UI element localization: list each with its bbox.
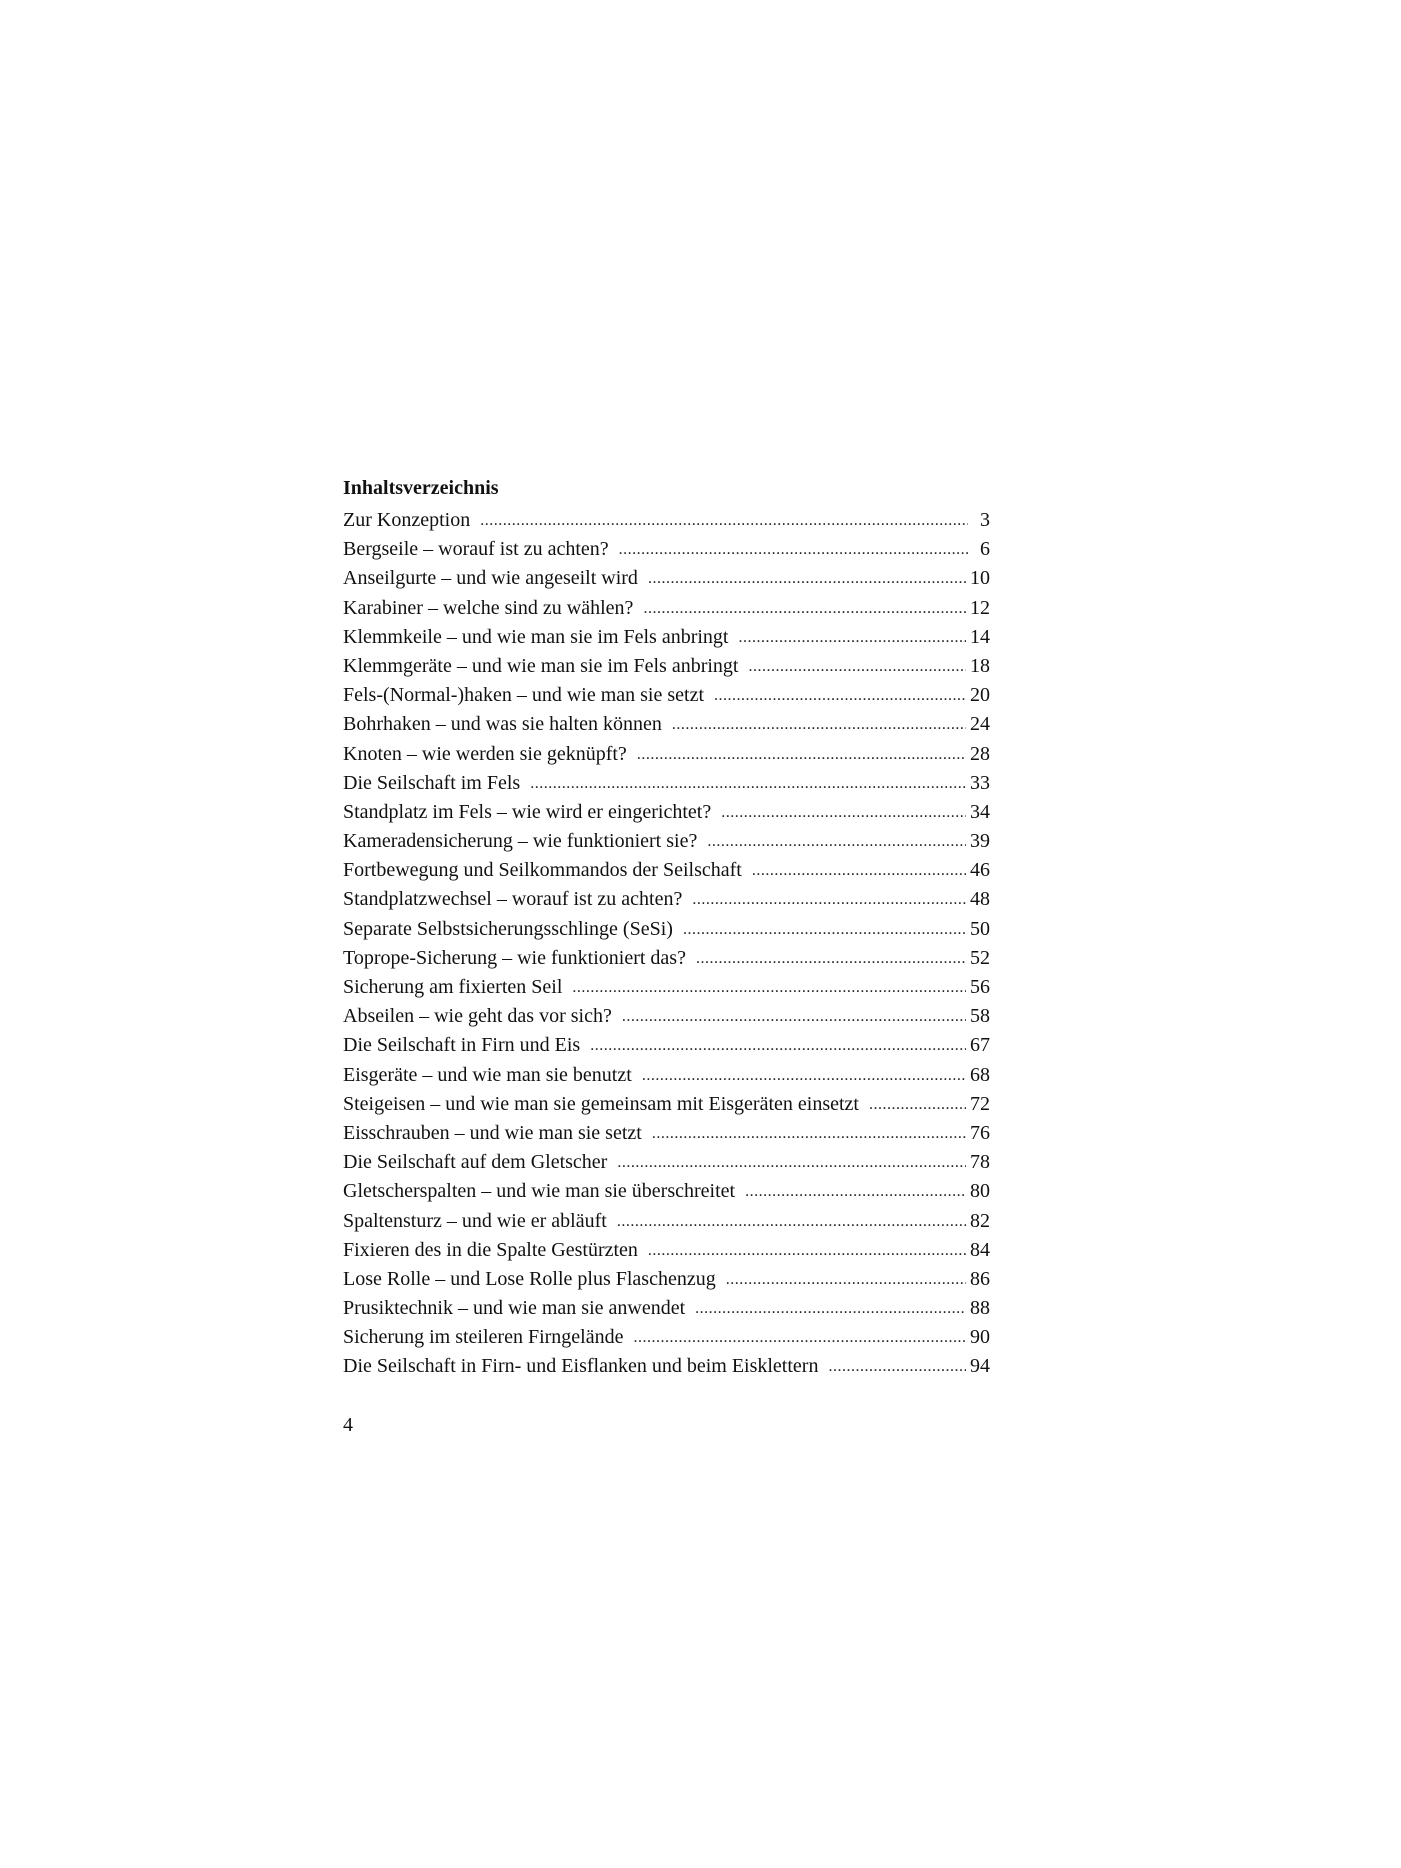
toc-entry-page: 88: [970, 1297, 990, 1320]
toc-entry-page: 68: [970, 1063, 990, 1086]
toc-entry[interactable]: [343, 769, 990, 798]
toc-entry-page: 46: [970, 859, 990, 882]
toc-entry[interactable]: [343, 535, 990, 564]
toc-dot-leader: [707, 827, 966, 856]
toc-entry[interactable]: [343, 1061, 990, 1090]
toc-dot-leader: [633, 1323, 966, 1352]
toc-dot-leader: [739, 623, 967, 652]
toc-entry-label: Klemmkeile – und wie man sie im Fels anbringt: [343, 625, 729, 648]
toc-entry-page: 28: [970, 742, 990, 765]
toc-entry-page: 58: [970, 1005, 990, 1028]
toc-entry-label: Kameradensicherung – wie funktioniert sie?: [343, 830, 698, 853]
toc-dot-leader: [530, 769, 966, 798]
toc-entry[interactable]: [343, 798, 990, 827]
toc-dot-leader: [617, 1207, 966, 1236]
toc-dot-leader: [642, 1061, 966, 1090]
toc-entry-label: Knoten – wie werden sie geknüpft?: [343, 742, 627, 765]
toc-entry-page: 78: [970, 1151, 990, 1174]
toc-entry-page: 34: [970, 800, 990, 823]
toc-entry[interactable]: [343, 740, 990, 769]
toc-entry-page: 94: [970, 1355, 990, 1378]
toc-entry-label: Die Seilschaft auf dem Gletscher: [343, 1151, 608, 1174]
toc-dot-leader: [683, 915, 966, 944]
toc-entry-label: Gletscherspalten – und wie man sie überschreitet: [343, 1180, 736, 1203]
toc-entry-label: Bergseile – worauf ist zu achten?: [343, 538, 609, 561]
toc-entry-label: Fixieren des in die Spalte Gestürzten: [343, 1238, 638, 1261]
toc-entry-label: Toprope-Sicherung – wie funktioniert das?: [343, 946, 686, 969]
toc-entry-page: 3: [980, 509, 990, 531]
toc-entry[interactable]: [343, 1323, 990, 1352]
toc-entry-label: Spaltensturz – und wie er abläuft: [343, 1209, 607, 1232]
toc-entry-page: 39: [970, 830, 990, 853]
toc-entry-page: 14: [970, 625, 990, 648]
toc-entry[interactable]: [343, 944, 990, 973]
toc-dot-leader: [637, 740, 966, 769]
toc-entry-label: Anseilgurte – und wie angeseilt wird: [343, 567, 638, 590]
toc-dot-leader: [721, 798, 966, 827]
toc-entry[interactable]: [343, 623, 990, 652]
toc-dot-leader: [572, 973, 966, 1002]
toc-dot-leader: [648, 1236, 966, 1265]
toc-dot-leader: [869, 1090, 966, 1119]
toc-dot-leader: [695, 1294, 966, 1323]
toc-entry[interactable]: [343, 652, 990, 681]
toc-entry[interactable]: [343, 1352, 990, 1381]
toc-entry-page: 80: [970, 1180, 990, 1203]
toc-entry-label: Eisgeräte – und wie man sie benutzt: [343, 1063, 632, 1086]
toc-dot-leader: [692, 885, 966, 914]
toc-entry-label: Abseilen – wie geht das vor sich?: [343, 1005, 612, 1028]
toc-entry-label: Prusiktechnik – und wie man sie anwendet: [343, 1297, 686, 1320]
toc-entry[interactable]: [343, 506, 990, 535]
toc-entry-label: Sicherung am fixierten Seil: [343, 976, 563, 998]
toc-entry-page: 24: [970, 713, 990, 736]
toc-dot-leader: [726, 1265, 966, 1294]
toc-entry[interactable]: [343, 1148, 990, 1177]
toc-entry[interactable]: [343, 973, 990, 1002]
toc-entry-label: Bohrhaken – und was sie halten können: [343, 713, 662, 736]
toc-entry[interactable]: [343, 1177, 990, 1206]
toc-entry[interactable]: [343, 1090, 990, 1119]
toc-entry-label: Fortbewegung und Seilkommandos der Seilschaft: [343, 859, 742, 882]
toc-dot-leader: [648, 564, 966, 593]
toc-dot-leader: [752, 856, 966, 885]
toc-entry[interactable]: [343, 885, 990, 914]
toc-entry-label: Klemmgeräte – und wie man sie im Fels anbringt: [343, 654, 739, 677]
toc-entry[interactable]: [343, 681, 990, 710]
toc-list: [343, 506, 990, 1382]
toc-entry-label: Sicherung im steileren Firngelände: [343, 1326, 624, 1349]
toc-entry-label: Separate Selbstsicherungsschlinge (SeSi): [343, 917, 673, 940]
toc-entry[interactable]: [343, 1119, 990, 1148]
toc-entry[interactable]: [343, 856, 990, 885]
toc-entry-label: Lose Rolle – und Lose Rolle plus Flaschenzug: [343, 1267, 716, 1290]
toc-dot-leader: [480, 506, 968, 535]
toc-entry-page: 6: [980, 538, 990, 561]
toc-entry[interactable]: [343, 1294, 990, 1323]
toc-entry[interactable]: [343, 594, 990, 623]
toc-entry-page: 56: [970, 976, 990, 998]
page-number: 4: [343, 1414, 353, 1436]
toc-entry-page: 10: [970, 567, 990, 590]
toc-entry[interactable]: [343, 1207, 990, 1236]
toc-entry-page: 72: [970, 1092, 990, 1115]
toc-dot-leader: [745, 1177, 966, 1206]
toc-dot-leader: [748, 652, 966, 681]
toc-entry-label: Standplatz im Fels – wie wird er eingerichtet?: [343, 800, 712, 823]
toc-entry-page: 18: [970, 654, 990, 677]
toc-entry[interactable]: [343, 1002, 990, 1031]
toc-entry-page: 50: [970, 917, 990, 940]
toc-entry-page: 84: [970, 1238, 990, 1261]
toc-entry-label: Fels-(Normal-)haken – und wie man sie setzt: [343, 684, 705, 707]
toc-title: Inhaltsverzeichnis: [343, 477, 499, 499]
toc-dot-leader: [619, 535, 968, 564]
toc-entry[interactable]: [343, 1236, 990, 1265]
toc-entry-page: 76: [970, 1121, 990, 1144]
toc-entry-page: 82: [970, 1209, 990, 1232]
toc-entry-label: Die Seilschaft in Firn- und Eisflanken und beim Eisklettern: [343, 1355, 819, 1378]
toc-dot-leader: [714, 681, 966, 710]
toc-entry[interactable]: [343, 564, 990, 593]
toc-entry-label: Die Seilschaft im Fels: [343, 771, 521, 794]
toc-entry-page: 20: [970, 684, 990, 707]
toc-entry-page: 86: [970, 1267, 990, 1290]
toc-entry-label: Steigeisen – und wie man sie gemeinsam mit Eisgeräten einsetzt: [343, 1092, 859, 1115]
toc-entry-page: 90: [970, 1326, 990, 1349]
toc-entry-label: Zur Konzeption: [343, 509, 471, 531]
toc-entry-label: Standplatzwechsel – worauf ist zu achten?: [343, 888, 683, 911]
toc-entry-label: Die Seilschaft in Firn und Eis: [343, 1034, 581, 1057]
toc-entry-label: Eisschrauben – und wie man sie setzt: [343, 1121, 642, 1144]
toc-dot-leader: [828, 1352, 966, 1381]
toc-dot-leader: [652, 1119, 966, 1148]
toc-entry[interactable]: [343, 1265, 990, 1294]
toc-entry[interactable]: [343, 710, 990, 739]
toc-entry[interactable]: [343, 1031, 990, 1060]
toc-dot-leader: [696, 944, 966, 973]
toc-entry-page: 67: [970, 1034, 990, 1057]
toc-entry[interactable]: [343, 915, 990, 944]
toc-entry-page: 12: [970, 596, 990, 619]
toc-entry-page: 48: [970, 888, 990, 911]
toc-dot-leader: [672, 710, 966, 739]
toc-dot-leader: [590, 1031, 966, 1060]
toc-entry-label: Karabiner – welche sind zu wählen?: [343, 596, 634, 619]
toc-entry-page: 52: [970, 946, 990, 969]
toc-dot-leader: [617, 1148, 966, 1177]
table-of-contents: [343, 474, 990, 1382]
toc-dot-leader: [643, 594, 966, 623]
toc-entry-page: 33: [970, 771, 990, 794]
toc-dot-leader: [622, 1002, 966, 1031]
toc-entry[interactable]: [343, 827, 990, 856]
